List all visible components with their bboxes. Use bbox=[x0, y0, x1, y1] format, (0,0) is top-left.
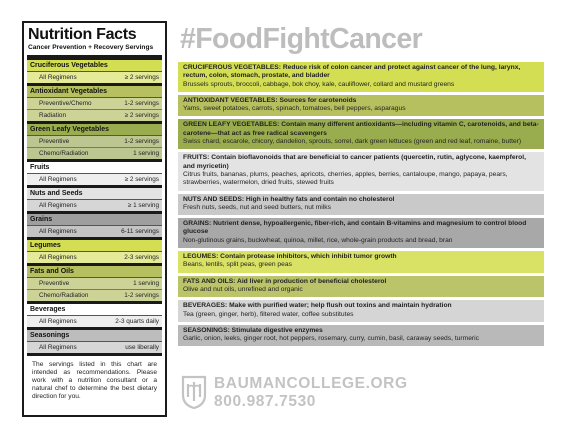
food-category-list bbox=[178, 62, 544, 349]
panel-title: Nutrition Facts bbox=[28, 26, 137, 43]
group-heading: Nuts and Seeds bbox=[27, 188, 162, 200]
serving-value: 1-2 servings bbox=[124, 138, 159, 145]
regimen-label: All Regimens bbox=[39, 74, 77, 81]
group-heading: Fats and Oils bbox=[27, 266, 162, 278]
serving-value: 2-3 servings bbox=[124, 254, 159, 261]
regimen-label: All Regimens bbox=[39, 344, 77, 351]
regimen-label: All Regimens bbox=[39, 228, 77, 235]
regimen-label: All Regimens bbox=[39, 254, 77, 261]
serving-value: ≥ 2 servings bbox=[124, 112, 159, 119]
panel-subtitle: Cancer Prevention + Recovery Servings bbox=[28, 44, 154, 51]
group-cruciferous-vegetables bbox=[27, 60, 162, 86]
regimen-label: All Regimens bbox=[39, 176, 77, 183]
band-title: BEVERAGES: Make with purified water; help flush out toxins and maintain hydration bbox=[183, 302, 452, 310]
band-seasonings bbox=[178, 325, 544, 347]
serving-value: 1 serving bbox=[133, 150, 159, 157]
band-green-leafy-vegetables bbox=[178, 119, 544, 149]
group-fruits bbox=[27, 162, 162, 188]
serving-value: 2-3 quarts daily bbox=[115, 318, 159, 325]
group-legumes bbox=[27, 240, 162, 266]
serving-row bbox=[27, 72, 162, 83]
group-heading: Antioxidant Vegetables bbox=[27, 86, 162, 98]
serving-value: use liberally bbox=[125, 344, 159, 351]
serving-row bbox=[27, 136, 162, 148]
band-examples: Swiss chard, escarole, chicory, dandelion, sprouts, sorrel, dark green lettuces (green and red leaf, romaine, butter) bbox=[183, 138, 522, 146]
band-legumes bbox=[178, 251, 544, 273]
band-fruits bbox=[178, 152, 544, 190]
serving-row bbox=[27, 316, 162, 327]
serving-row bbox=[27, 200, 162, 211]
band-examples: Non-glutinous grains, buckwheat, quinoa, millet, rice, whole-grain products and bread, bran bbox=[183, 236, 453, 244]
group-seasonings bbox=[27, 330, 162, 356]
nutrition-facts-panel bbox=[22, 21, 167, 417]
band-title: LEGUMES: Contain protease inhibitors, which inhibit tumor growth bbox=[183, 253, 397, 261]
serving-row bbox=[27, 278, 162, 290]
band-examples: Beans, lentils, split peas, green peas bbox=[183, 261, 292, 269]
serving-value: 1 serving bbox=[133, 280, 159, 287]
group-fats-and-oils bbox=[27, 266, 162, 304]
regimen-label: All Regimens bbox=[39, 202, 77, 209]
band-title: FATS AND OILS: Aid liver in production of beneficial cholesterol bbox=[183, 277, 387, 285]
regimen-label: Preventive bbox=[39, 138, 70, 145]
serving-row bbox=[27, 342, 162, 353]
band-examples: Olive and nut oils, unrefined and organic bbox=[183, 285, 303, 293]
band-examples: Yams, sweet potatoes, carrots, spinach, tomatoes, bell peppers, asparagus bbox=[183, 105, 406, 113]
phone-number: 800.987.7530 bbox=[214, 393, 317, 410]
band-examples: Brussels sprouts, broccoli, cabbage, bok choy, kale, cauliflower, collard and mustard greens bbox=[183, 80, 455, 88]
group-heading: Legumes bbox=[27, 240, 162, 252]
band-title: NUTS AND SEEDS: High in healthy fats and contain no cholesterol bbox=[183, 195, 395, 203]
group-nuts-and-seeds bbox=[27, 188, 162, 214]
band-title: GREEN LEAFY VEGETABLES: Contain many different antioxidants—including vitamin C, carotenoids, and beta-carotene—that act as free radical scavengers bbox=[183, 121, 539, 137]
band-examples: Citrus fruits, bananas, plums, peaches, apricots, cherries, apples, berries, cantaloupe, mango, papaya, pears, strawberries, watermelon, dried fruits, stewed fruits bbox=[183, 170, 508, 187]
band-grains bbox=[178, 218, 544, 248]
band-fats-and-oils bbox=[178, 276, 544, 298]
group-heading: Fruits bbox=[27, 162, 162, 174]
group-grains bbox=[27, 214, 162, 240]
serving-row bbox=[27, 174, 162, 185]
bauman-college-emblem-icon bbox=[180, 375, 208, 409]
serving-row bbox=[27, 252, 162, 263]
regimen-label: Preventive bbox=[39, 280, 70, 287]
band-beverages bbox=[178, 300, 544, 322]
serving-value: 6-11 servings bbox=[121, 228, 159, 235]
band-title: ANTIOXIDANT VEGETABLES: Sources for carotenoids bbox=[183, 96, 357, 104]
serving-row bbox=[27, 290, 162, 301]
band-title: FRUITS: Contain bioflavonoids that are beneficial to cancer patients (quercetin, rutin, aglycone, kaempferol, and myricetin) bbox=[183, 154, 526, 170]
band-examples: Fresh nuts, seeds, nut and seed butters, nut milks bbox=[183, 203, 331, 211]
band-examples: Garlic, onion, leeks, ginger root, hot peppers, rosemary, curry, cumin, basil, caraway seeds, turmeric bbox=[183, 335, 479, 343]
website-url: BAUMANCOLLEGE.ORG bbox=[214, 375, 408, 392]
group-heading: Seasonings bbox=[27, 330, 162, 342]
band-examples: Tea (green, ginger, herb), filtered water, coffee substitutes bbox=[183, 310, 354, 318]
group-heading: Grains bbox=[27, 214, 162, 226]
disclaimer-note: The servings listed in this chart are intended as recommendations. Please work with a nutrition consultant or a natural chef to determine the best dietary direction for you. bbox=[32, 361, 157, 401]
campaign-hashtag-headline: #FoodFightCancer bbox=[180, 23, 423, 55]
group-heading: Beverages bbox=[27, 304, 162, 316]
serving-row bbox=[27, 110, 162, 121]
group-antioxidant-vegetables bbox=[27, 86, 162, 124]
serving-row bbox=[27, 148, 162, 159]
regimen-label: All Regimens bbox=[39, 318, 77, 325]
regimen-label: Chemo/Radiation bbox=[39, 292, 89, 299]
regimen-label: Chemo/Radiation bbox=[39, 150, 89, 157]
serving-row bbox=[27, 98, 162, 110]
group-beverages bbox=[27, 304, 162, 330]
serving-value: 1-2 servings bbox=[124, 292, 159, 299]
serving-value: ≥ 2 servings bbox=[124, 176, 159, 183]
bauman-college-logo bbox=[180, 372, 410, 412]
serving-value: 1-2 servings bbox=[124, 100, 159, 107]
serving-value: ≥ 1 serving bbox=[127, 202, 159, 209]
serving-value: ≥ 2 servings bbox=[124, 74, 159, 81]
regimen-label: Preventive/Chemo bbox=[39, 100, 92, 107]
group-heading: Cruciferous Vegetables bbox=[27, 60, 162, 72]
band-nuts-and-seeds bbox=[178, 194, 544, 216]
band-antioxidant-vegetables bbox=[178, 95, 544, 117]
group-heading: Green Leafy Vegetables bbox=[27, 124, 162, 136]
serving-row bbox=[27, 226, 162, 237]
band-title: CRUCIFEROUS VEGETABLES: Reduce risk of colon cancer and protect against cancer of the lung, larynx, rectum, colon, stomach, prostate, and bladder bbox=[183, 64, 521, 80]
group-green-leafy-vegetables bbox=[27, 124, 162, 162]
band-cruciferous-vegetables bbox=[178, 62, 544, 92]
band-title: GRAINS: Nutrient dense, hypoallergenic, fiber-rich, and contain B-vitamins and magnesium to control blood glucose bbox=[183, 220, 527, 236]
regimen-label: Radiation bbox=[39, 112, 67, 119]
band-title: SEASONINGS: Stimulate digestive enzymes bbox=[183, 326, 323, 334]
